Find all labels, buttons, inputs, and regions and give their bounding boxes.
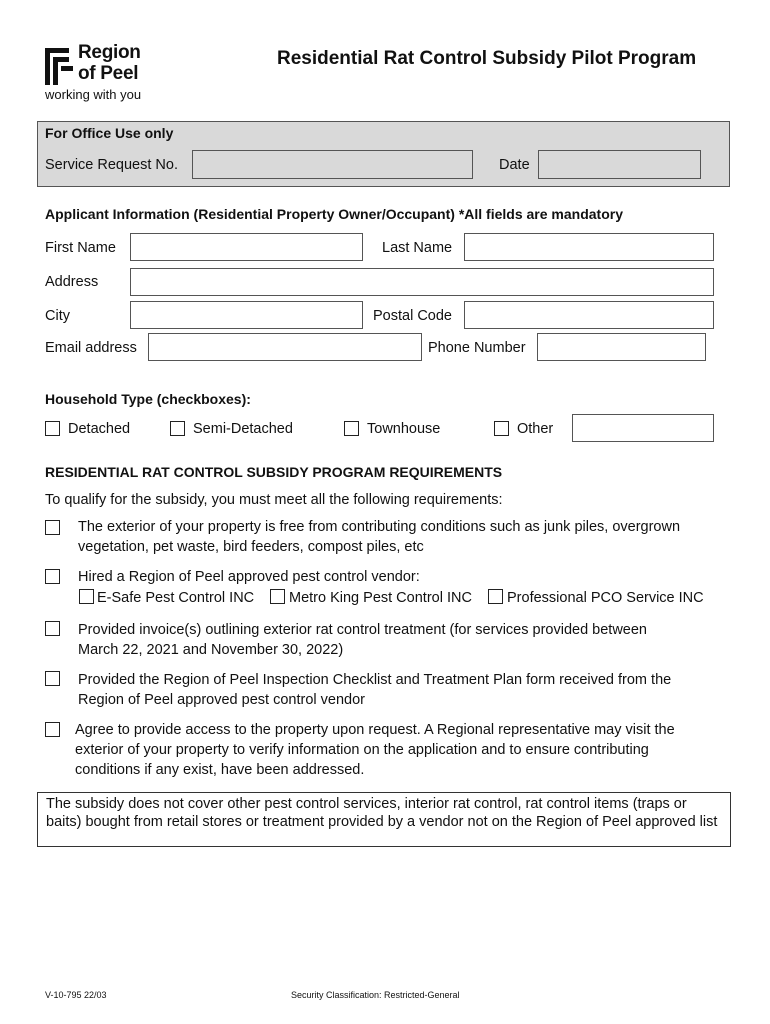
address-field[interactable] (130, 268, 714, 296)
requirement-4-checkbox[interactable] (45, 671, 60, 686)
requirement-1-checkbox[interactable] (45, 520, 60, 535)
household-heading: Household Type (checkboxes): (45, 391, 251, 407)
logo-wordmark (78, 42, 141, 84)
date-label: Date (499, 157, 530, 173)
vendor-metro-king-label: Metro King Pest Control INC (289, 590, 472, 606)
phone-label: Phone Number (428, 340, 526, 356)
requirement-4-text (78, 670, 671, 710)
vendor-professional-pco-label: Professional PCO Service INC (507, 590, 704, 606)
requirement-5-line-1: Agree to provide access to the property upon request. A Regional representative may visit the (75, 722, 675, 738)
email-field[interactable] (148, 333, 422, 361)
requirement-4-line-1: Provided the Region of Peel Inspection Checklist and Treatment Plan form received from the (78, 672, 672, 688)
detached-checkbox[interactable] (45, 421, 60, 436)
vendor-esafe-label: E-Safe Pest Control INC (97, 590, 255, 606)
subsidy-notice: The subsidy does not cover other pest control services, interior rat control, rat control items (traps or baits) bought from retail stores or treatment provided by a vendor not on the Region of Peel approved list (37, 792, 731, 847)
requirement-4-line-2: Region of Peel approved pest control vendor (78, 692, 365, 708)
city-label: City (45, 308, 70, 324)
postal-code-field[interactable] (464, 301, 714, 329)
vendor-metro-king-checkbox[interactable] (270, 589, 285, 604)
semi-detached-label: Semi-Detached (193, 421, 293, 437)
requirement-5-checkbox[interactable] (45, 722, 60, 737)
other-checkbox[interactable] (494, 421, 509, 436)
address-label: Address (45, 274, 99, 290)
first-name-label: First Name (45, 240, 116, 256)
semi-detached-checkbox[interactable] (170, 421, 185, 436)
page-title: Residential Rat Control Subsidy Pilot Program (277, 48, 697, 69)
applicant-heading: Applicant Information (Residential Property Owner/Occupant) *All fields are mandatory (45, 206, 623, 222)
requirement-2-text: Hired a Region of Peel approved pest control vendor: (78, 569, 420, 585)
security-classification: Security Classification: Restricted-General (291, 990, 460, 1000)
city-field[interactable] (130, 301, 363, 329)
requirement-3-line-2: March 22, 2021 and November 30, 2022) (78, 642, 344, 658)
logo-line-1: Region (78, 42, 141, 63)
date-field[interactable] (538, 150, 701, 179)
requirement-5-line-2: exterior of your property to verify information on the application and to ensure contributing (75, 742, 649, 758)
requirement-5-text (75, 720, 675, 780)
requirement-1-line-2: vegetation, pet waste, bird feeders, compost piles, etc (78, 539, 424, 555)
requirement-3-line-1: Provided invoice(s) outlining exterior rat control treatment (for services provided between (78, 622, 647, 638)
requirements-heading: RESIDENTIAL RAT CONTROL SUBSIDY PROGRAM REQUIREMENTS (45, 464, 503, 480)
other-label: Other (517, 421, 554, 437)
email-label: Email address (45, 340, 137, 356)
form-code: V-10-795 22/03 (45, 990, 107, 1000)
requirement-1-line-1: The exterior of your property is free from contributing conditions such as junk piles, overgrown (78, 519, 681, 535)
other-field[interactable] (572, 414, 714, 442)
townhouse-label: Townhouse (367, 421, 441, 437)
phone-field[interactable] (537, 333, 706, 361)
requirement-5-line-3: conditions if any exist, have been addressed. (75, 762, 365, 778)
office-use-heading: For Office Use only (45, 125, 174, 141)
last-name-label: Last Name (382, 240, 453, 256)
postal-code-label: Postal Code (373, 308, 452, 324)
region-of-peel-logo-icon (45, 45, 75, 85)
logo-line-2: of Peel (78, 63, 139, 84)
requirement-3-text (78, 620, 647, 660)
townhouse-checkbox[interactable] (344, 421, 359, 436)
vendor-professional-pco-checkbox[interactable] (488, 589, 503, 604)
service-request-field[interactable] (192, 150, 473, 179)
detached-label: Detached (68, 421, 131, 437)
requirements-intro: To qualify for the subsidy, you must meet all the following requirements: (45, 492, 503, 508)
requirement-1-text (78, 517, 680, 557)
service-request-label: Service Request No. (45, 157, 178, 173)
logo-tagline: working with you (45, 87, 142, 102)
requirement-3-checkbox[interactable] (45, 621, 60, 636)
last-name-field[interactable] (464, 233, 714, 261)
requirement-2-checkbox[interactable] (45, 569, 60, 584)
vendor-esafe-checkbox[interactable] (79, 589, 94, 604)
first-name-field[interactable] (130, 233, 363, 261)
